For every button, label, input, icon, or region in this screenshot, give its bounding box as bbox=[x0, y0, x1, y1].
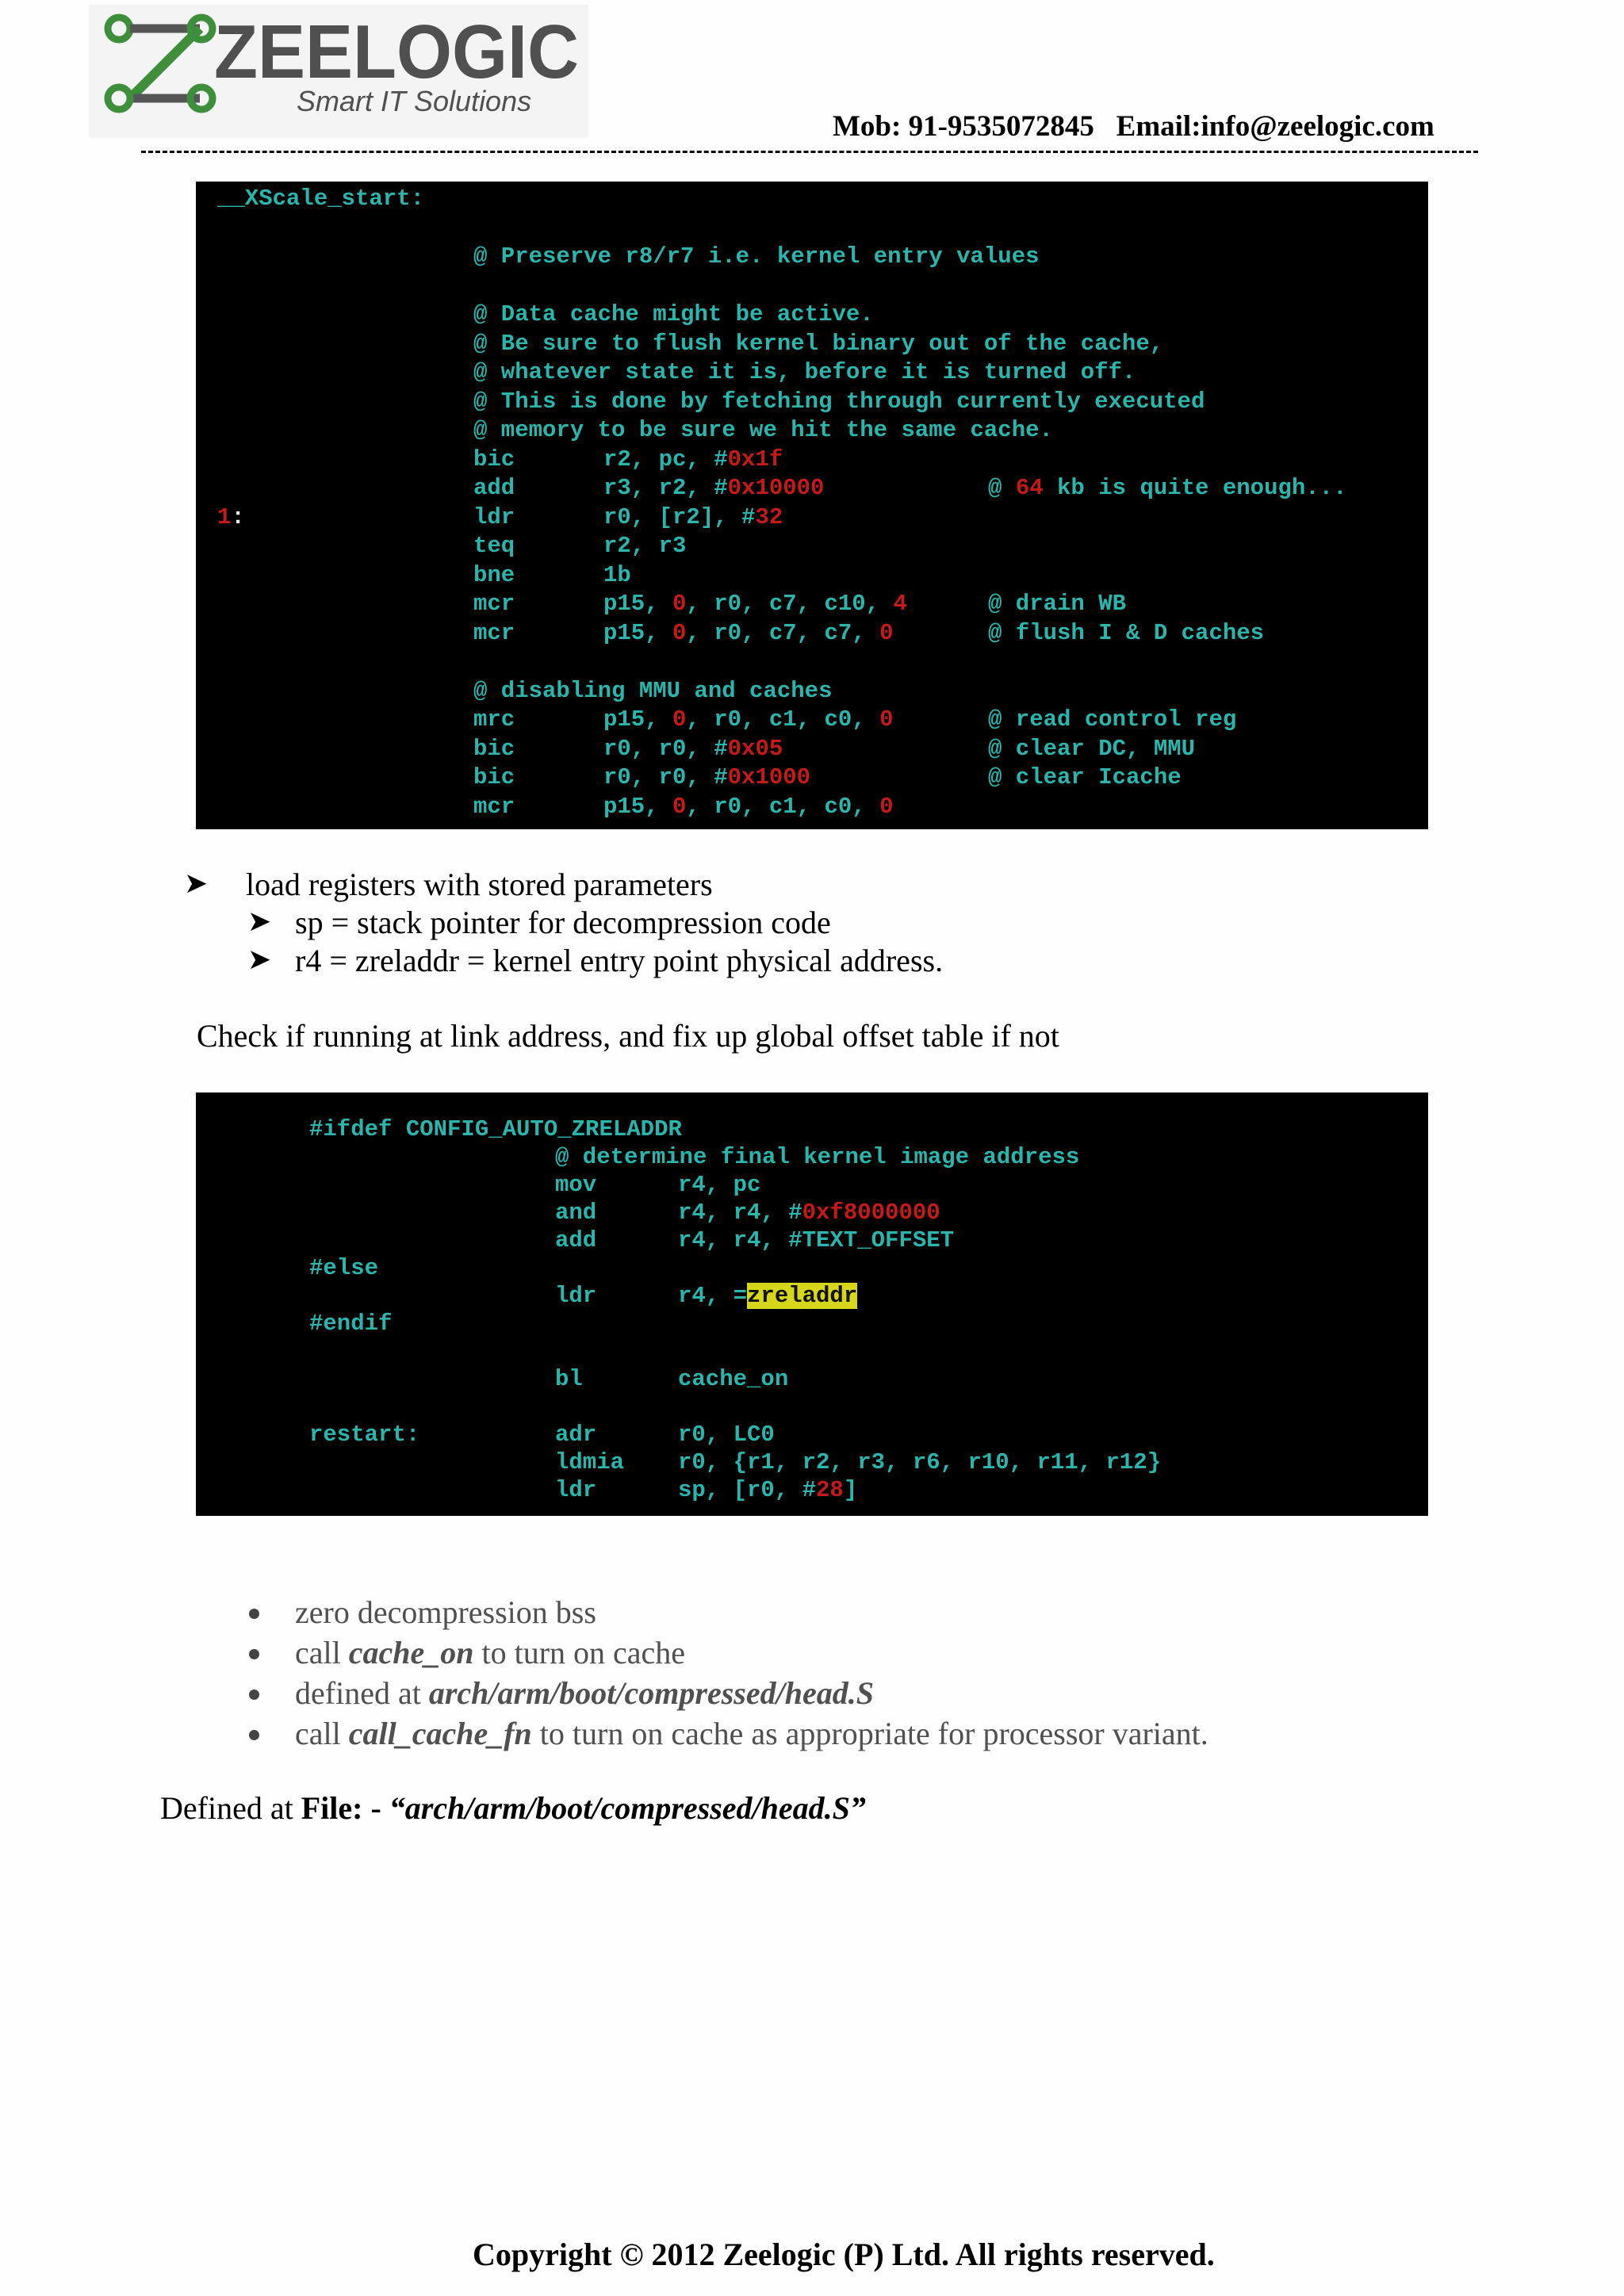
code-directive: #endif bbox=[309, 1311, 393, 1337]
code-comment: @ disabling MMU and caches bbox=[473, 678, 833, 704]
code-comment: @ clear Icache bbox=[988, 764, 1182, 790]
defined-at-prefix: Defined at bbox=[160, 1790, 301, 1826]
code-label: restart: bbox=[309, 1422, 420, 1448]
code-args-text: , r0, c7, c10, bbox=[686, 591, 894, 617]
bullet-text: to turn on cache as appropriate for processor variant. bbox=[531, 1716, 1208, 1751]
comment-text: kb is quite enough... bbox=[1043, 475, 1347, 501]
comment-number: 64 bbox=[1015, 475, 1044, 501]
bullet-dot-icon bbox=[249, 1649, 259, 1659]
code-literal: 0 bbox=[879, 706, 894, 733]
code-args: r0, LC0 bbox=[678, 1422, 775, 1448]
logo-graphic bbox=[89, 5, 588, 138]
code-args: cache_on bbox=[678, 1366, 789, 1392]
code-literal: 0 bbox=[672, 620, 687, 646]
code-comment: @ This is done by fetching through currently executed bbox=[473, 388, 1205, 415]
code-comment: @ flush I & D caches bbox=[988, 620, 1265, 646]
code-op: mcr bbox=[473, 794, 515, 820]
code-directive: #else bbox=[309, 1255, 379, 1281]
code-literal: 0x05 bbox=[727, 736, 783, 762]
code-args bbox=[678, 1283, 857, 1309]
code-args-text: 1b bbox=[603, 562, 631, 588]
code-op: teq bbox=[473, 533, 515, 559]
code-args-text: r0, [r2], # bbox=[603, 504, 756, 530]
bullet-text: defined at bbox=[295, 1675, 429, 1711]
check-link-address-text: Check if running at link address, and fix up global offset table if not bbox=[197, 1018, 1059, 1054]
code-args: r0, {r1, r2, r3, r6, r10, r11, r12} bbox=[678, 1449, 1162, 1475]
code-comment: @ memory to be sure we hit the same cache. bbox=[473, 417, 1053, 443]
code-block-xscale-start bbox=[196, 182, 1428, 829]
code-args bbox=[603, 706, 893, 733]
code-args bbox=[603, 736, 783, 762]
code-comment: @ determine final kernel image address bbox=[555, 1144, 1080, 1170]
bullet-call-cache-fn bbox=[295, 1715, 1208, 1752]
code-args-text: sp, [r0, # bbox=[678, 1477, 817, 1503]
code-args-text: r2, r3 bbox=[603, 533, 687, 559]
code-comment: @ Be sure to flush kernel binary out of the cache, bbox=[473, 331, 1164, 357]
code-op: mcr bbox=[473, 591, 515, 617]
code-op: bic bbox=[473, 764, 515, 790]
highlighted-symbol: zreladdr bbox=[747, 1283, 858, 1309]
code-args: r4, pc bbox=[678, 1172, 761, 1198]
code-op: adr bbox=[555, 1422, 597, 1448]
code-args bbox=[603, 475, 824, 501]
code-op: ldr bbox=[555, 1283, 597, 1309]
code-args bbox=[603, 764, 810, 790]
sub-bullet-sp: sp = stack pointer for decompression code bbox=[295, 905, 831, 940]
code-literal: 0x1000 bbox=[727, 764, 811, 790]
bullet-load-registers: load registers with stored parameters bbox=[246, 867, 713, 902]
code-op: mrc bbox=[473, 706, 515, 733]
code-comment: @ whatever state it is, before it is turned off. bbox=[473, 359, 1136, 385]
code-comment: @ Preserve r8/r7 i.e. kernel entry values bbox=[473, 243, 1040, 270]
bullet-dot-icon bbox=[249, 1609, 259, 1619]
code-op: mov bbox=[555, 1172, 597, 1198]
code-args-text: , r0, c1, c0, bbox=[686, 706, 880, 733]
sub-bullet-r4: r4 = zreladdr = kernel entry point physical address. bbox=[295, 943, 944, 978]
bullet-call-cache-on bbox=[295, 1634, 685, 1671]
bullet-emphasis: call_cache_fn bbox=[348, 1716, 532, 1751]
code-args-text: r0, r0, # bbox=[603, 764, 728, 790]
bullet-defined-at bbox=[295, 1674, 874, 1712]
bullet-dot-icon bbox=[249, 1689, 259, 1700]
code-args bbox=[603, 620, 893, 646]
code-op: ldmia bbox=[555, 1449, 625, 1475]
code-op: add bbox=[473, 475, 515, 501]
code-literal: 0 bbox=[672, 794, 687, 820]
bullet-zero-bss: zero decompression bss bbox=[295, 1594, 596, 1630]
code-args-text: , r0, c7, c7, bbox=[686, 620, 880, 646]
contact-info: Mob: 91-9535072845 Email:info@zeelogic.com bbox=[833, 110, 1434, 143]
code-args-text: r3, r2, # bbox=[603, 475, 728, 501]
code-comment: @ drain WB bbox=[988, 591, 1127, 617]
header-divider bbox=[141, 151, 1478, 158]
defined-at-file bbox=[160, 1789, 866, 1827]
code-args-text: p15, bbox=[603, 794, 673, 820]
code-args bbox=[603, 504, 783, 530]
code-args-text: p15, bbox=[603, 706, 673, 733]
code-label: __XScale_start: bbox=[217, 186, 425, 212]
code-args-text: ] bbox=[843, 1477, 858, 1503]
code-args bbox=[603, 562, 631, 588]
code-op: bic bbox=[473, 736, 515, 762]
code-literal: 0x10000 bbox=[727, 475, 825, 501]
code-literal: 4 bbox=[893, 591, 907, 617]
code-comment: @ Data cache might be active. bbox=[473, 301, 874, 327]
code-op: ldr bbox=[555, 1477, 597, 1503]
code-args-text: r2, pc, # bbox=[603, 446, 728, 473]
code-literal: 32 bbox=[755, 504, 783, 530]
code-args-text: r0, r0, # bbox=[603, 736, 728, 762]
logo-wordmark: ZEELOGIC bbox=[214, 10, 579, 94]
code-args bbox=[678, 1200, 940, 1226]
code-literal: 0x1f bbox=[727, 446, 783, 473]
bullet-emphasis: arch/arm/boot/compressed/head.S bbox=[428, 1675, 874, 1711]
code-literal: 28 bbox=[816, 1477, 844, 1503]
code-args-text: r4, r4, # bbox=[678, 1200, 802, 1226]
copyright-footer: Copyright © 2012 Zeelogic (P) Ltd. All rights reserved. bbox=[473, 2237, 1215, 2272]
code-block-zreladdr bbox=[196, 1093, 1428, 1516]
zeelogic-logo bbox=[89, 5, 588, 138]
code-literal: 0xf8000000 bbox=[802, 1200, 940, 1226]
comment-text: @ bbox=[988, 475, 1016, 501]
arrow-bullet-icon: ➤ bbox=[184, 867, 209, 900]
code-op: mcr bbox=[473, 620, 515, 646]
bullet-emphasis: cache_on bbox=[348, 1635, 474, 1670]
code-args-text: r4, = bbox=[678, 1283, 748, 1309]
code-label bbox=[217, 504, 245, 530]
code-args-text: p15, bbox=[603, 620, 673, 646]
code-args bbox=[603, 446, 783, 473]
code-args bbox=[603, 794, 893, 820]
code-literal: 0 bbox=[672, 591, 687, 617]
code-comment bbox=[988, 475, 1347, 501]
code-args: r4, r4, #TEXT_OFFSET bbox=[678, 1227, 955, 1253]
code-op: add bbox=[555, 1227, 597, 1253]
code-args bbox=[603, 533, 686, 559]
label-number: 1 bbox=[217, 504, 232, 530]
bullet-dot-icon bbox=[249, 1730, 259, 1740]
code-op: bne bbox=[473, 562, 515, 588]
code-literal: 0 bbox=[879, 794, 894, 820]
arrow-bullet-icon: ➤ bbox=[247, 905, 272, 938]
bullet-text: call bbox=[295, 1716, 349, 1751]
defined-at-label: File: - bbox=[301, 1790, 389, 1826]
code-op: bic bbox=[473, 446, 515, 473]
code-op: and bbox=[555, 1200, 597, 1226]
arrow-bullet-icon: ➤ bbox=[247, 943, 272, 976]
defined-at-path: “arch/arm/boot/compressed/head.S” bbox=[389, 1790, 866, 1826]
logo-tagline: Smart IT Solutions bbox=[297, 85, 532, 117]
code-literal: 0 bbox=[879, 620, 894, 646]
code-comment: @ read control reg bbox=[988, 706, 1237, 733]
code-comment: @ clear DC, MMU bbox=[988, 736, 1196, 762]
code-line: #ifdef CONFIG_AUTO_ZRELADDR bbox=[309, 1116, 682, 1142]
code-args-text: p15, bbox=[603, 591, 673, 617]
label-colon: : bbox=[231, 504, 245, 530]
code-op: bl bbox=[555, 1366, 583, 1392]
bullet-text: to turn on cache bbox=[473, 1635, 686, 1670]
code-args bbox=[678, 1477, 857, 1503]
code-literal: 0 bbox=[672, 706, 687, 733]
code-op: ldr bbox=[473, 504, 515, 530]
code-args bbox=[603, 591, 907, 617]
bullet-text: call bbox=[295, 1635, 349, 1670]
code-args-text: , r0, c1, c0, bbox=[686, 794, 880, 820]
